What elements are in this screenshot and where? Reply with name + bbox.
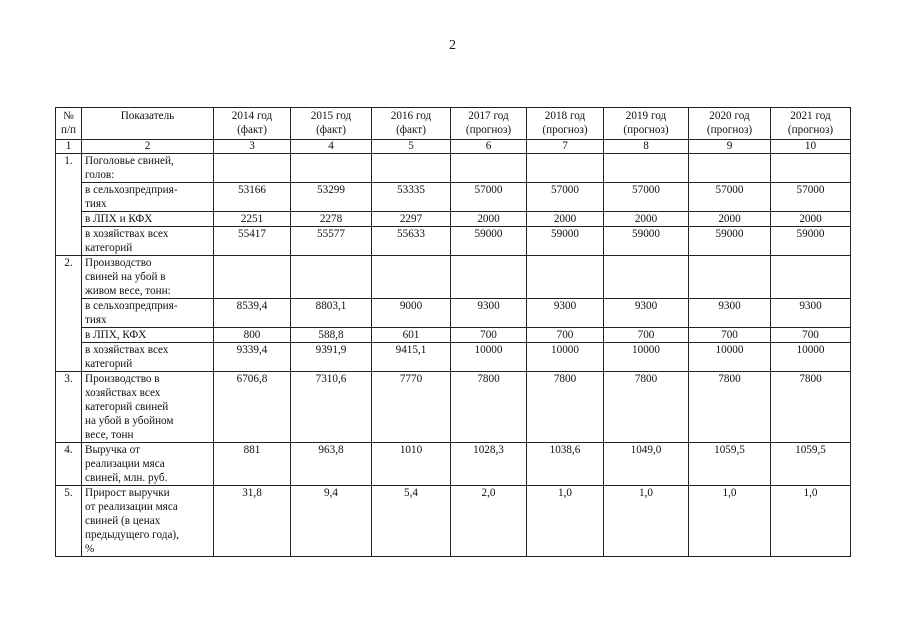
value-cell: [527, 256, 604, 299]
cell-line: Показатель: [120, 110, 175, 122]
cell-line: в сельхозпредприя-: [85, 300, 178, 312]
cell-line: (прогноз): [623, 124, 669, 136]
cell-line: категорий: [85, 358, 133, 370]
value-cell: 963,8: [291, 443, 372, 486]
value-cell: 2251: [214, 212, 291, 227]
value-cell: 7800: [771, 372, 851, 443]
header-cell: [451, 108, 527, 140]
value-cell: 7310,6: [291, 372, 372, 443]
cell-line: от реализации мяса: [85, 501, 178, 513]
value-cell: 59000: [451, 227, 527, 256]
cell-line: свиней на убой в: [85, 271, 166, 283]
indicator-cell: [82, 183, 214, 212]
value-cell: 2000: [689, 212, 771, 227]
value-cell: 10000: [771, 343, 851, 372]
cell-line: (факт): [396, 124, 426, 136]
value-cell: 59000: [527, 227, 604, 256]
header-cell: [527, 108, 604, 140]
cell-line: Прирост выручки: [85, 487, 170, 499]
value-cell: 8539,4: [214, 299, 291, 328]
cell-line: тиях: [85, 314, 107, 326]
column-number-cell: 5: [372, 140, 451, 154]
cell-line: п/п: [60, 124, 77, 136]
value-cell: 57000: [451, 183, 527, 212]
row-number-cell: 5.: [56, 486, 82, 557]
cell-line: 2019 год: [625, 110, 667, 122]
column-number-cell: 1: [56, 140, 82, 154]
value-cell: 9,4: [291, 486, 372, 557]
column-number-cell: 6: [451, 140, 527, 154]
table-row: [56, 443, 851, 486]
value-cell: [771, 256, 851, 299]
header-cell: [82, 108, 214, 140]
table-row: [56, 256, 851, 299]
value-cell: 9339,4: [214, 343, 291, 372]
value-cell: 7800: [527, 372, 604, 443]
value-cell: 881: [214, 443, 291, 486]
value-cell: [372, 154, 451, 183]
cell-line: в сельхозпредприя-: [85, 184, 178, 196]
cell-line: (факт): [237, 124, 267, 136]
table-row: [56, 328, 851, 343]
header-cell: [372, 108, 451, 140]
column-number-cell: 2: [82, 140, 214, 154]
value-cell: 9391,9: [291, 343, 372, 372]
cell-line: (прогноз): [465, 124, 512, 136]
header-cell: [291, 108, 372, 140]
value-cell: 8803,1: [291, 299, 372, 328]
cell-line: в ЛПХ и КФХ: [85, 213, 153, 225]
value-cell: 2000: [451, 212, 527, 227]
value-cell: [291, 154, 372, 183]
column-number-cell: 4: [291, 140, 372, 154]
cell-line: (прогноз): [542, 124, 588, 136]
column-number-cell: 3: [214, 140, 291, 154]
row-number-cell: 3.: [56, 372, 82, 443]
indicator-cell: [82, 443, 214, 486]
column-number-cell: 7: [527, 140, 604, 154]
cell-line: 2020 год: [709, 110, 750, 122]
cell-line: Выручка от: [85, 444, 141, 456]
table-row: [56, 372, 851, 443]
page-number: 2: [449, 38, 456, 53]
value-cell: 9300: [527, 299, 604, 328]
value-cell: [214, 256, 291, 299]
indicator-cell: [82, 227, 214, 256]
cell-line: категорий: [85, 242, 133, 254]
row-number-cell: 4.: [56, 443, 82, 486]
table-row: [56, 299, 851, 328]
indicator-cell: [82, 256, 214, 299]
value-cell: 31,8: [214, 486, 291, 557]
cell-line: в ЛПХ, КФХ: [85, 329, 147, 341]
cell-line: (прогноз): [787, 124, 834, 136]
value-cell: 59000: [689, 227, 771, 256]
value-cell: [689, 256, 771, 299]
table-header: [56, 108, 851, 140]
value-cell: [689, 154, 771, 183]
value-cell: 1,0: [771, 486, 851, 557]
value-cell: 59000: [771, 227, 851, 256]
value-cell: [451, 256, 527, 299]
value-cell: 2000: [527, 212, 604, 227]
cell-line: в хозяйствах всех: [85, 344, 169, 356]
column-number-cell: 8: [604, 140, 689, 154]
cell-line: хозяйствах всех: [85, 387, 161, 399]
cell-line: 2016 год: [390, 110, 432, 122]
value-cell: 7770: [372, 372, 451, 443]
indicator-cell: [82, 328, 214, 343]
cell-line: реализации мяса: [85, 458, 165, 470]
value-cell: 9300: [771, 299, 851, 328]
column-number-row: [56, 140, 851, 154]
value-cell: 1059,5: [771, 443, 851, 486]
value-cell: 57000: [689, 183, 771, 212]
value-cell: 2,0: [451, 486, 527, 557]
value-cell: 800: [214, 328, 291, 343]
cell-line: 2021 год: [790, 110, 831, 122]
cell-line: Поголовье свиней,: [85, 155, 174, 167]
value-cell: 588,8: [291, 328, 372, 343]
cell-line: на убой в убойном: [85, 415, 174, 427]
value-cell: 53166: [214, 183, 291, 212]
value-cell: 601: [372, 328, 451, 343]
table-row: [56, 154, 851, 183]
cell-line: %: [85, 543, 95, 555]
value-cell: 57000: [527, 183, 604, 212]
value-cell: [372, 256, 451, 299]
value-cell: 7800: [451, 372, 527, 443]
value-cell: 9300: [451, 299, 527, 328]
value-cell: 2297: [372, 212, 451, 227]
cell-line: Производство: [85, 257, 152, 269]
column-number-cell: 10: [771, 140, 851, 154]
cell-line: 2015 год: [310, 110, 352, 122]
value-cell: 2000: [771, 212, 851, 227]
table-row: [56, 227, 851, 256]
column-number-cell: 9: [689, 140, 771, 154]
value-cell: 1,0: [527, 486, 604, 557]
value-cell: [771, 154, 851, 183]
value-cell: 6706,8: [214, 372, 291, 443]
table-row: [56, 486, 851, 557]
value-cell: 1038,6: [527, 443, 604, 486]
value-cell: [604, 256, 689, 299]
value-cell: 57000: [604, 183, 689, 212]
value-cell: 1049,0: [604, 443, 689, 486]
header-cell: [689, 108, 771, 140]
value-cell: [214, 154, 291, 183]
value-cell: 9000: [372, 299, 451, 328]
row-number-cell: 2.: [56, 256, 82, 372]
indicator-cell: [82, 212, 214, 227]
value-cell: 2000: [604, 212, 689, 227]
value-cell: [604, 154, 689, 183]
value-cell: 1028,3: [451, 443, 527, 486]
indicator-cell: [82, 154, 214, 183]
value-cell: 53335: [372, 183, 451, 212]
header-row: [56, 108, 851, 140]
cell-line: предыдущего года),: [85, 529, 179, 541]
value-cell: 9415,1: [372, 343, 451, 372]
value-cell: 7800: [604, 372, 689, 443]
value-cell: [527, 154, 604, 183]
value-cell: 1010: [372, 443, 451, 486]
value-cell: 57000: [771, 183, 851, 212]
value-cell: 10000: [451, 343, 527, 372]
cell-line: (прогноз): [706, 124, 753, 136]
value-cell: [451, 154, 527, 183]
value-cell: 10000: [604, 343, 689, 372]
value-cell: 700: [689, 328, 771, 343]
cell-line: живом весе, тонн:: [85, 285, 171, 297]
value-cell: 1,0: [604, 486, 689, 557]
cell-line: весе, тонн: [85, 429, 134, 441]
table-body: [56, 140, 851, 557]
cell-line: Производство в: [85, 373, 160, 385]
cell-line: голов:: [85, 169, 115, 181]
cell-line: (факт): [316, 124, 346, 136]
cell-line: свиней (в ценах: [85, 515, 161, 527]
cell-line: 2018 год: [544, 110, 586, 122]
cell-line: в хозяйствах всех: [85, 228, 169, 240]
value-cell: 53299: [291, 183, 372, 212]
value-cell: 10000: [689, 343, 771, 372]
table-row: [56, 183, 851, 212]
table-row: [56, 343, 851, 372]
value-cell: 9300: [689, 299, 771, 328]
value-cell: 700: [771, 328, 851, 343]
value-cell: [291, 256, 372, 299]
value-cell: 9300: [604, 299, 689, 328]
row-number-cell: 1.: [56, 154, 82, 256]
value-cell: 2278: [291, 212, 372, 227]
cell-line: категорий свиней: [85, 401, 169, 413]
cell-line: свиней, млн. руб.: [85, 472, 168, 484]
indicator-cell: [82, 372, 214, 443]
header-cell: [214, 108, 291, 140]
value-cell: 55417: [214, 227, 291, 256]
cell-line: тиях: [85, 198, 107, 210]
value-cell: 7800: [689, 372, 771, 443]
value-cell: 700: [527, 328, 604, 343]
cell-line: №: [63, 110, 74, 122]
value-cell: 5,4: [372, 486, 451, 557]
header-cell: [771, 108, 851, 140]
cell-line: 2014 год: [231, 110, 273, 122]
value-cell: 700: [451, 328, 527, 343]
indicator-cell: [82, 486, 214, 557]
header-cell: [604, 108, 689, 140]
value-cell: 55577: [291, 227, 372, 256]
value-cell: 55633: [372, 227, 451, 256]
value-cell: 10000: [527, 343, 604, 372]
value-cell: 1059,5: [689, 443, 771, 486]
cell-line: 2017 год: [468, 110, 509, 122]
value-cell: 59000: [604, 227, 689, 256]
data-table: [55, 107, 851, 557]
table-row: [56, 212, 851, 227]
indicator-cell: [82, 343, 214, 372]
indicator-cell: [82, 299, 214, 328]
header-cell: [56, 108, 82, 140]
value-cell: 700: [604, 328, 689, 343]
value-cell: 1,0: [689, 486, 771, 557]
